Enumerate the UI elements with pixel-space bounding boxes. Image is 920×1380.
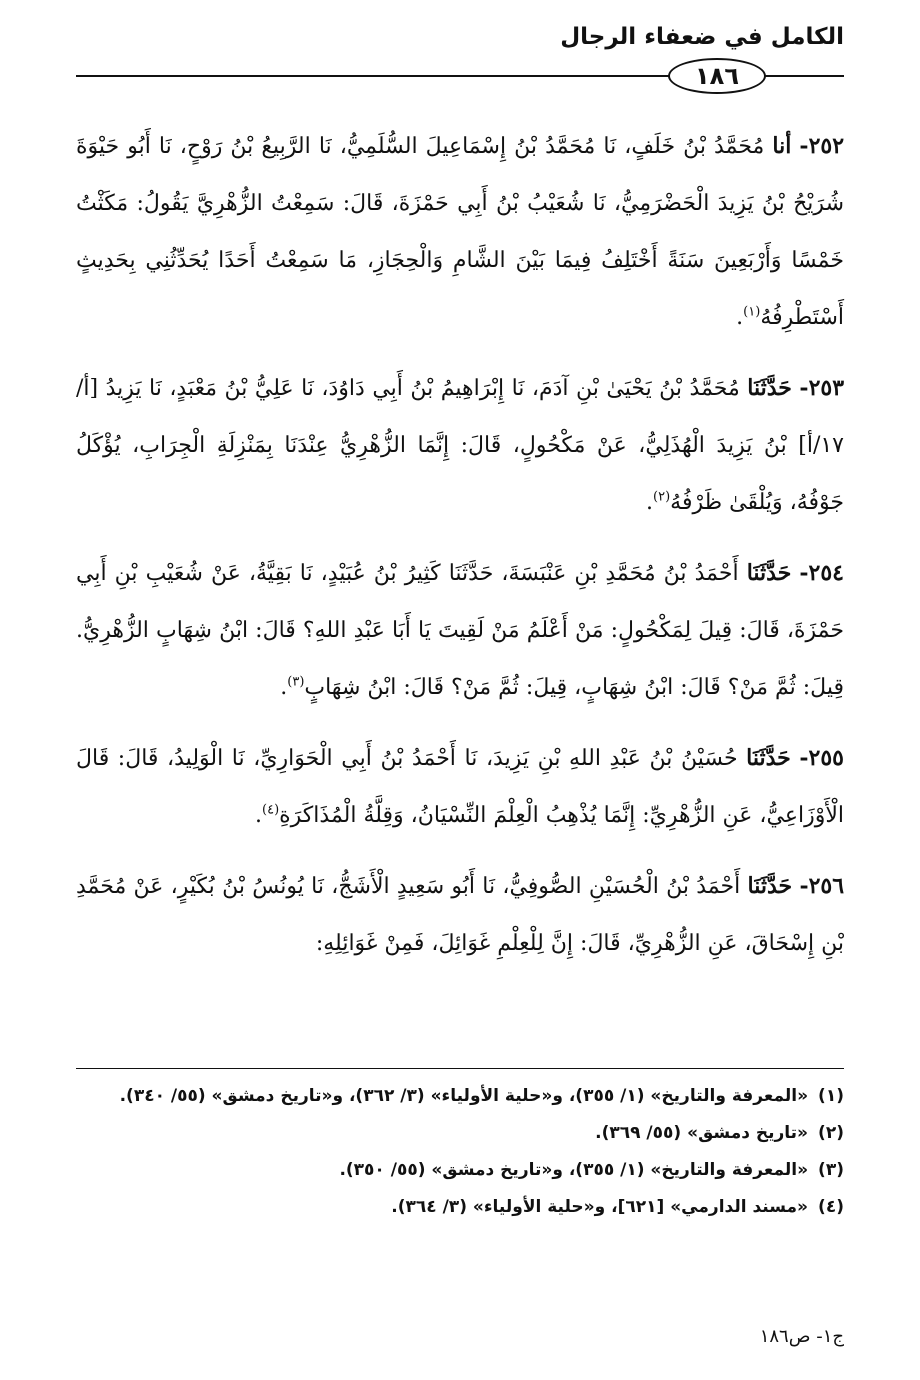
running-title: الكامل في ضعفاء الرجال (560, 24, 844, 50)
entry-text: مُحَمَّدُ بْنُ خَلَفٍ، نَا مُحَمَّدُ بْنُ إِسْمَاعِيلَ السُّلَمِيُّ، نَا الرَّبِيعُ بْنُ رَوْحٍ، نَا أَبُو حَيْوَةَ شُرَيْحُ بْنُ يَزِيدَ الْحَضْرَمِيُّ، نَا شُعَيْبُ بْنُ أَبِي حَمْزَةَ، قَالَ: سَمِعْتُ الزُّهْرِيَّ يَقُولُ: مَكَثْتُ خَمْسًا وَأَرْبَعِينَ سَنَةً أَخْتَلِفُ فِيمَا بَيْنَ الشَّامِ وَالْحِجَازِ، مَا سَمِعْتُ أَحَدًا يُحَدِّثُنِي بِحَدِيثٍ أَسْتَطْرِفُهُ (76, 134, 844, 330)
entry-number: ٢٥٣- (799, 375, 845, 401)
footnote-number: (٢) (818, 1123, 844, 1143)
footnote-ref[interactable]: (٤) (262, 802, 280, 818)
entry-lead: حَدَّثَنَا (747, 375, 792, 401)
entry-text: أَحْمَدُ بْنُ الْحُسَيْنِ الصُّوفِيُّ، نَا أَبُو سَعِيدٍ الْأَشَجُّ، نَا يُونُسُ بْنُ بُكَيْرٍ، عَنْ مُحَمَّدِ بْنِ إِسْحَاقَ، عَنِ الزُّهْرِيِّ، قَالَ: إِنَّ لِلْعِلْمِ غَوَائِلَ، فَمِنْ غَوَائِلِهِ: (76, 874, 844, 956)
footnote-3 (76, 1152, 844, 1189)
footnote-4 (76, 1189, 844, 1226)
footnote-ref[interactable]: (٢) (653, 489, 671, 505)
footnote-text: «المعرفة والتاريخ» (١/ ٣٥٥)، و«حلية الأولياء» (٣/ ٣٦٢)، و«تاريخ دمشق» (٥٥/ ٣٤٠). (119, 1086, 809, 1106)
footnote-number: (١) (818, 1086, 844, 1106)
entry-number: ٢٥٤- (799, 560, 844, 586)
entry-end: . (646, 490, 654, 515)
footnotes (76, 1078, 844, 1226)
footnote-2 (76, 1115, 844, 1152)
entry-lead: أنا (772, 133, 792, 159)
hadith-entry-253 (76, 360, 844, 531)
entry-lead: حَدَّثَنَا (746, 560, 792, 586)
entry-text: مُحَمَّدُ بْنُ يَحْيَىٰ بْنِ آدَمَ، نَا إِبْرَاهِيمُ بْنُ أَبِي دَاوُدَ، نَا عَلِيُّ بْنُ مَعْبَدٍ، نَا يَزِيدُ [أ/١٧/أ] بْنُ يَزِيدَ الْهُذَلِيُّ، عَنْ مَكْحُولٍ، قَالَ: إِنَّمَا الزُّهْرِيُّ عِنْدَنَا بِمَنْزِلَةِ الْجِرَابِ، يُؤْكَلُ جَوْفُهُ، وَيُلْقَىٰ ظَرْفُهُ (76, 376, 844, 515)
entry-end: . (280, 675, 288, 700)
entry-end: . (255, 803, 262, 828)
footnote-number: (٤) (818, 1197, 844, 1217)
footnote-text: «المعرفة والتاريخ» (١/ ٣٥٥)، و«تاريخ دمشق» (٥٥/ ٣٥٠). (339, 1160, 809, 1180)
entry-text: حُسَيْنُ بْنُ عَبْدِ اللهِ بْنِ يَزِيدَ، نَا أَحْمَدُ بْنُ أَبِي الْحَوَارِيِّ، نَا الْوَلِيدُ، قَالَ: قَالَ الْأَوْزَاعِيُّ، عَنِ الزُّهْرِيِّ: إِنَّمَا يُذْهِبُ الْعِلْمَ النِّسْيَانُ، وَقِلَّةُ الْمُذَاكَرَةِ (76, 746, 844, 828)
entry-lead: حَدَّثَنَا (747, 873, 793, 899)
volume-page-label: ج١- ص١٨٦ (759, 1326, 844, 1347)
entry-lead: حَدَّثَنَا (746, 745, 791, 771)
hadith-entry-256 (76, 858, 844, 972)
entry-text: أَحْمَدُ بْنُ مُحَمَّدِ بْنِ عَنْبَسَةَ، حَدَّثَنَا كَثِيرُ بْنُ عُبَيْدٍ، نَا بَقِيَّةُ، عَنْ شُعَيْبِ بْنِ أَبِي حَمْزَةَ، قَالَ: قِيلَ لِمَكْحُولٍ: مَنْ أَعْلَمُ مَنْ لَقِيتَ يَا أَبَا عَبْدِ اللهِ؟ قَالَ: ابْنُ شِهَابٍ الزُّهْرِيُّ. قِيلَ: ثُمَّ مَنْ؟ قَالَ: ابْنُ شِهَابٍ، قِيلَ: ثُمَّ مَنْ؟ قَالَ: ابْنُ شِهَابٍ (76, 561, 845, 700)
footnote-1 (76, 1078, 844, 1115)
entry-end: . (736, 305, 744, 330)
entry-number: ٢٥٥- (799, 745, 844, 771)
footnote-ref[interactable]: (٣) (287, 674, 305, 690)
footnote-text: «مسند الدارمي» [٦٢١]، و«حلية الأولياء» (٣/ ٣٦٤). (391, 1197, 809, 1217)
footnote-ref[interactable]: (١) (743, 304, 761, 320)
page-number-badge: ١٨٦ (668, 58, 766, 94)
footnote-divider (76, 1068, 844, 1069)
entry-number: ٢٥٦- (799, 873, 845, 899)
hadith-entry-252 (76, 118, 844, 346)
hadith-entry-255 (76, 730, 844, 844)
footnote-number: (٣) (818, 1160, 844, 1180)
footnote-text: «تاريخ دمشق» (٥٥/ ٣٦٩). (595, 1123, 809, 1143)
main-text (76, 118, 844, 986)
hadith-entry-254 (76, 545, 844, 716)
entry-number: ٢٥٢- (799, 133, 845, 159)
